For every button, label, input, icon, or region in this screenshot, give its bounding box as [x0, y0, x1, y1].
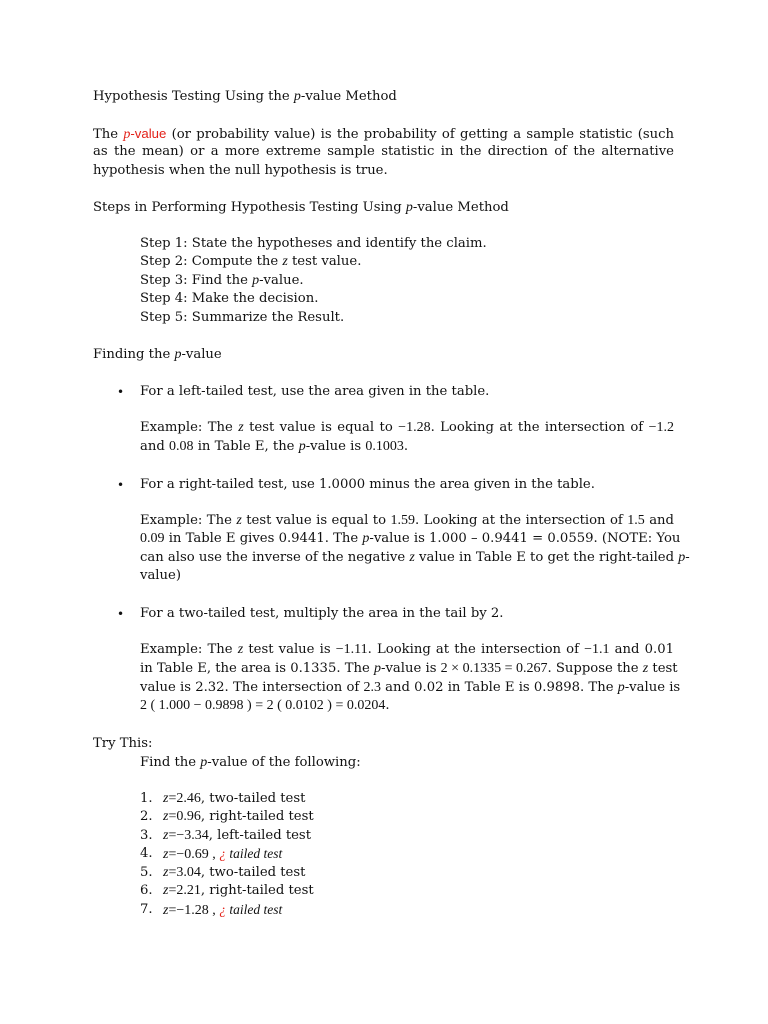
exercise-item: z=2.46, two-tailed test: [163, 791, 306, 806]
bullet-left-tailed: •: [117, 385, 125, 399]
two-tailed-example-1: Example: The z test value is −1.11. Looking at the intersection of −1.1 and 0.01: [140, 642, 674, 657]
exercise-number: 7.: [140, 902, 153, 917]
try-this-heading: Try This:: [93, 736, 153, 751]
finding-heading: Finding the p-value: [93, 347, 222, 362]
step-1: Step 1: State the hypotheses and identify the claim.: [140, 236, 487, 251]
exercise-number: 6.: [140, 883, 153, 898]
two-tailed-rule: For a two-tailed test, multiply the area in the tail by 2.: [140, 606, 504, 621]
step-2: Step 2: Compute the z test value.: [140, 254, 362, 269]
bullet-two-tailed: •: [117, 607, 125, 621]
step-5: Step 5: Summarize the Result.: [140, 310, 345, 325]
steps-heading: Steps in Performing Hypothesis Testing Using p-value Method: [93, 200, 509, 215]
broken-glyph: ¿: [219, 846, 226, 861]
definition-line-2: as the mean) or a more extreme sample statistic in the direction of the alternative: [93, 144, 674, 159]
p-value-term-var: p: [123, 127, 131, 142]
two-tailed-example-3: value is 2.32. The intersection of 2.3 and 0.02 in Table E is 0.9898. The p-value is: [140, 680, 681, 695]
page-title: Hypothesis Testing Using the p-value Method: [93, 89, 397, 104]
right-tailed-example-2: 0.09 in Table E gives 0.9441. The p-value is 1.000 – 0.9441 = 0.0559. (NOTE: You: [140, 531, 681, 546]
bullet-right-tailed: •: [117, 478, 125, 492]
two-tailed-example-2: in Table E, the area is 0.1335. The p-value is 2 × 0.1335 = 0.267. Suppose the z test: [140, 661, 678, 676]
exercise-number: 2.: [140, 809, 153, 824]
p-value-term: -value: [130, 126, 167, 141]
exercise-item: z=3.04, two-tailed test: [163, 865, 306, 880]
definition-line-3: hypothesis when the null hypothesis is true.: [93, 163, 388, 178]
left-tailed-rule: For a left-tailed test, use the area given in the table.: [140, 384, 490, 399]
right-tailed-rule: For a right-tailed test, use 1.0000 minus the area given in the table.: [140, 477, 595, 492]
right-tailed-example-4: value): [140, 568, 181, 583]
exercise-item: z=2.21, right-tailed test: [163, 883, 314, 898]
exercise-item: z=−0.69 , ¿ tailed test: [163, 846, 283, 862]
exercise-number: 1.: [140, 791, 153, 806]
step-4: Step 4: Make the decision.: [140, 291, 319, 306]
exercise-number: 3.: [140, 828, 153, 843]
two-tailed-example-4: 2 ( 1.000 − 0.9898 ) = 2 ( 0.0102 ) = 0.0204.: [140, 698, 390, 713]
left-tailed-example-1: Example: The z test value is equal to −1.28. Looking at the intersection of −1.2: [140, 420, 674, 435]
try-this-prompt: Find the p-value of the following:: [140, 755, 361, 770]
exercise-item: z=−1.28 , ¿ tailed test: [163, 902, 283, 918]
definition-line-1: The p-value (or probability value) is the probability of getting a sample statistic (such: [93, 126, 674, 142]
exercise-number: 5.: [140, 865, 153, 880]
right-tailed-example-1: Example: The z test value is equal to 1.59. Looking at the intersection of 1.5 and: [140, 513, 674, 528]
exercise-item: z=−3.34, left-tailed test: [163, 828, 311, 843]
right-tailed-example-3: can also use the inverse of the negative z value in Table E to get the right-tailed p-: [140, 550, 690, 565]
exercise-item: z=0.96, right-tailed test: [163, 809, 314, 824]
exercise-number: 4.: [140, 846, 153, 861]
broken-glyph: ¿: [219, 902, 226, 917]
step-3: Step 3: Find the p-value.: [140, 273, 304, 288]
left-tailed-example-2: and 0.08 in Table E, the p-value is 0.1003.: [140, 439, 409, 454]
